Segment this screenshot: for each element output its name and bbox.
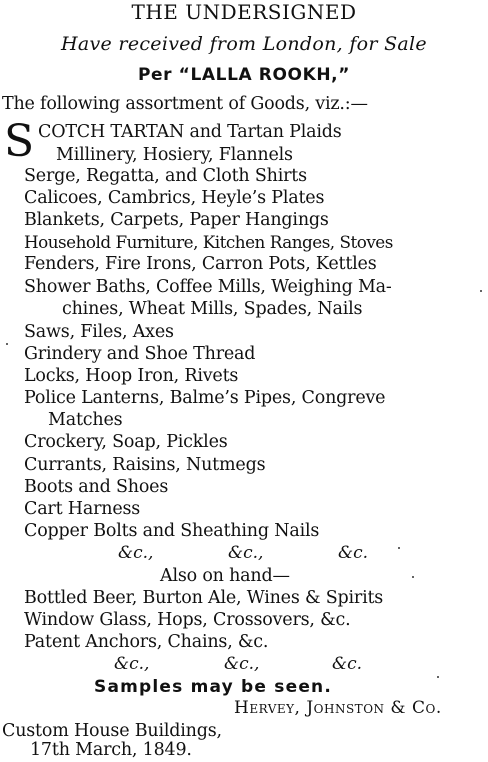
dropcap-letter: S — [4, 116, 35, 167]
list-item: Serge, Regatta, and Cloth Shirts — [24, 166, 307, 186]
list-item: Saws, Files, Axes — [24, 322, 174, 342]
samples-line: Samples may be seen. — [94, 677, 333, 697]
etc-mark: &c., — [114, 654, 150, 674]
etc-mark: &c., — [224, 654, 260, 674]
list-item: Grindery and Shoe Thread — [24, 344, 256, 364]
print-speck — [480, 290, 482, 292]
ship-line: Per “LALLA ROOKH,” — [137, 65, 351, 85]
print-speck — [398, 547, 400, 549]
list-item: Police Lanterns, Balme’s Pipes, Congreve — [24, 388, 386, 408]
signature: Hervey, Johnston & Co. — [234, 698, 442, 718]
list-item: Boots and Shoes — [24, 477, 169, 497]
etc-mark: &c., — [118, 543, 154, 563]
list-item: Locks, Hoop Iron, Rivets — [24, 366, 239, 386]
list-item: Patent Anchors, Chains, &c. — [24, 632, 269, 652]
intro-line: The following assortment of Goods, viz.:— — [2, 94, 368, 114]
list-item: Matches — [48, 410, 123, 430]
etc-mark: &c. — [338, 543, 369, 563]
list-item: Shower Baths, Coffee Mills, Weighing Ma- — [24, 277, 392, 297]
list-item: chines, Wheat Mills, Spades, Nails — [62, 299, 363, 319]
list-item: Window Glass, Hops, Crossovers, &c. — [24, 610, 351, 630]
print-speck — [437, 676, 439, 678]
print-speck — [6, 343, 8, 345]
date: 17th March, 1849. — [30, 740, 192, 760]
list-item: Currants, Raisins, Nutmegs — [24, 455, 266, 475]
list-item: Calicoes, Cambrics, Heyle’s Plates — [24, 188, 325, 208]
also-on-hand: Also on hand— — [160, 566, 290, 586]
list-item: Fenders, Fire Irons, Carron Pots, Kettles — [24, 254, 377, 274]
list-item: Copper Bolts and Sheathing Nails — [24, 521, 320, 541]
subheading: Have received from London, for Sale — [61, 33, 427, 55]
list-item: Crockery, Soap, Pickles — [24, 432, 228, 452]
list-item: Cart Harness — [24, 499, 141, 519]
etc-mark: &c., — [228, 543, 264, 563]
address: Custom House Buildings, — [2, 721, 222, 741]
list-item: COTCH TARTAN and Tartan Plaids — [38, 122, 342, 142]
list-item: Household Furniture, Kitchen Ranges, Stoves — [24, 232, 393, 252]
heading: THE UNDERSIGNED — [131, 0, 357, 24]
list-item: Millinery, Hosiery, Flannels — [56, 145, 293, 165]
etc-mark: &c. — [332, 654, 363, 674]
list-item: Bottled Beer, Burton Ale, Wines & Spirits — [24, 588, 384, 608]
print-speck — [412, 576, 414, 578]
list-item: Blankets, Carpets, Paper Hangings — [24, 210, 329, 230]
